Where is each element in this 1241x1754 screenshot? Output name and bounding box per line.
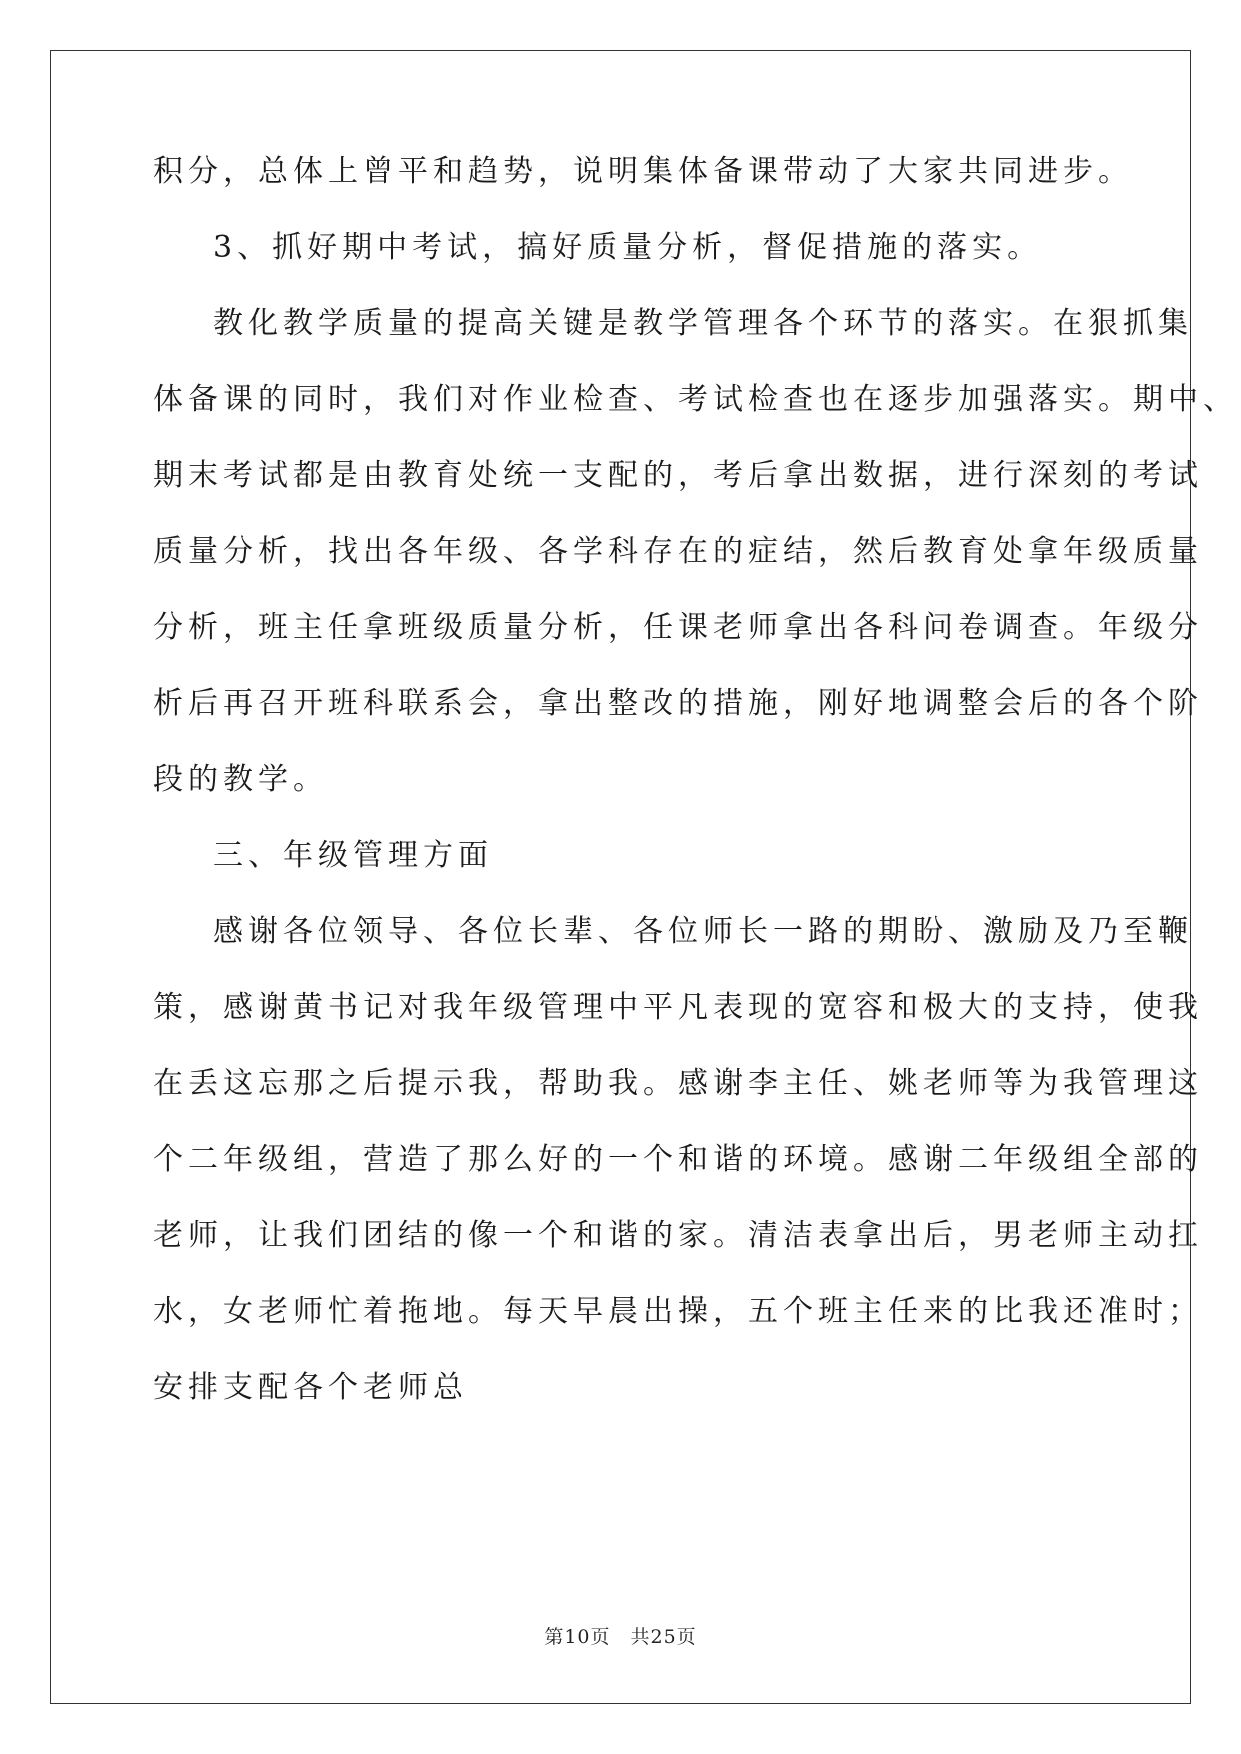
page-border [50, 50, 1191, 1704]
paragraph-line: 体备课的同时，我们对作业检查、考试检查也在逐步加强落实。期中、 [153, 382, 1238, 417]
paragraph-line: 期末考试都是由教育处统一支配的，考后拿出数据，进行深刻的考试 [153, 458, 1203, 493]
paragraph-line: 在丢这忘那之后提示我，帮助我。感谢李主任、姚老师等为我管理这 [153, 1066, 1203, 1101]
paragraph-line: 感谢各位领导、各位长辈、各位师长一路的期盼、激励及乃至鞭 [213, 914, 1193, 949]
paragraph-line: 安排支配各个老师总 [153, 1370, 468, 1405]
page-number-footer: 第10页 共25页 [544, 1626, 697, 1648]
paragraph-line: 策，感谢黄书记对我年级管理中平凡表现的宽容和极大的支持，使我 [153, 990, 1203, 1025]
paragraph-line: 段的教学。 [153, 762, 328, 797]
text-line: 积分，总体上曾平和趋势，说明集体备课带动了大家共同进步。 [153, 154, 1133, 189]
paragraph-line: 老师，让我们团结的像一个和谐的家。清洁表拿出后，男老师主动扛 [153, 1218, 1203, 1253]
paragraph-line: 水，女老师忙着拖地。每天早晨出操，五个班主任来的比我还准时； [153, 1294, 1203, 1329]
paragraph-line: 析后再召开班科联系会，拿出整改的措施，刚好地调整会后的各个阶 [153, 686, 1203, 721]
paragraph-line: 教化教学质量的提高关键是教学管理各个环节的落实。在狠抓集 [213, 306, 1193, 341]
section-heading-3: 3、抓好期中考试，搞好质量分析，督促措施的落实。 [213, 230, 1043, 265]
paragraph-line: 分析，班主任拿班级质量分析，任课老师拿出各科问卷调查。年级分 [153, 610, 1203, 645]
section-heading-grade-management: 三、年级管理方面 [213, 838, 493, 873]
paragraph-line: 质量分析，找出各年级、各学科存在的症结，然后教育处拿年级质量 [153, 534, 1203, 569]
paragraph-line: 个二年级组，营造了那么好的一个和谐的环境。感谢二年级组全部的 [153, 1142, 1203, 1177]
